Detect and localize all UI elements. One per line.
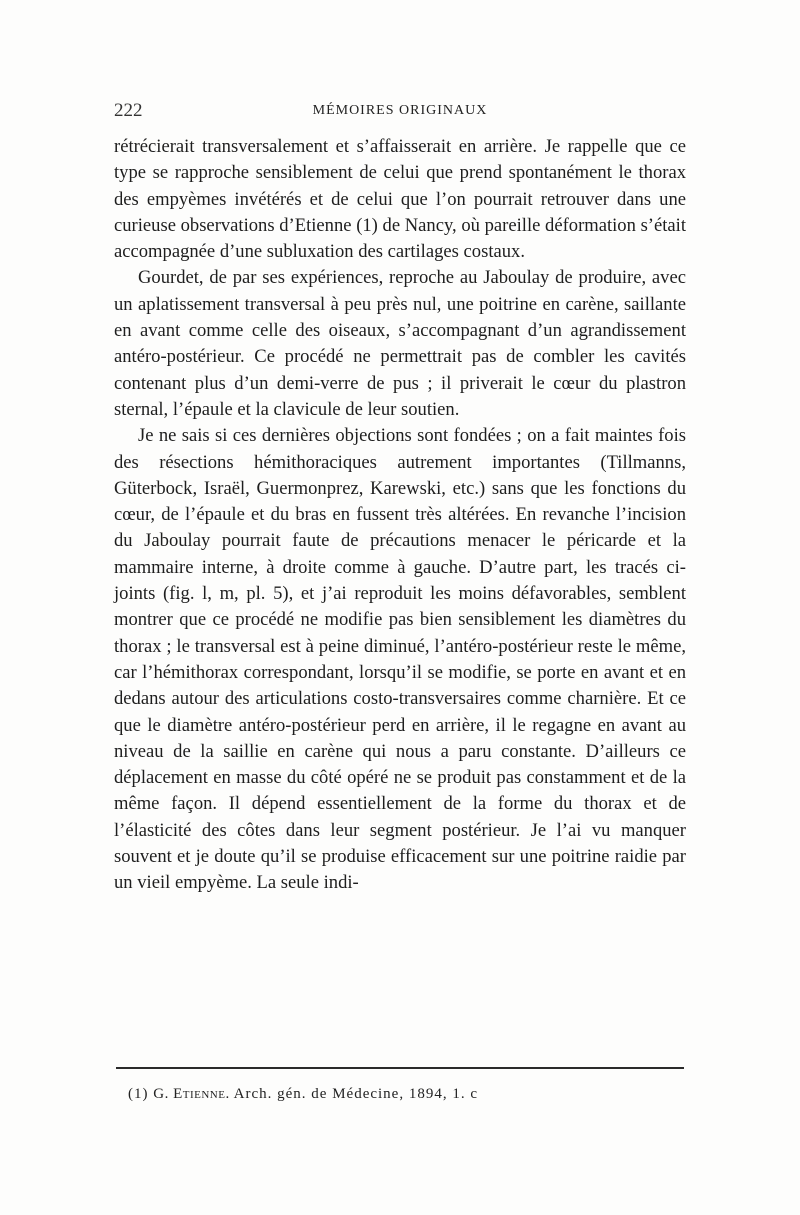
footnote-citation: Arch. gén. de Médecine, 1894, 1. c [233,1086,479,1102]
footnote [128,1086,668,1103]
footnote-author: G. Etienne. [153,1086,230,1102]
footnote-marker: (1) [128,1086,149,1102]
paragraph-3: Je ne sais si ces dernières objections sont fondées ; on a fait maintes fois des résections hémithoraciques autrement importantes (Tillmanns, Güterbock, Israël, Guermonprez, Karewski, etc.) sans que les fonctions du cœur, de l’épaule et du bras en fussent très altérées. En revanche l’incision du Jaboulay pourrait faute de précautions menacer le péricarde et la mammaire interne, à droite comme à gauche. D’autre part, les tracés ci-joints (fig. l, m, pl. 5), et j’ai reproduit les moins défavorables, semblent montrer que ce procédé ne modifie pas bien sensiblement les diamètres du thorax ; le transversal est à peine diminué, l’antéro-postérieur reste le même, car l’hémithorax correspondant, lorsqu’il se modifie, se porte en avant et en dedans autour des articulations costo-transversaires comme charnière. Et ce que le diamètre antéro-postérieur perd en arrière, il le regagne en avant au niveau de la saillie en carène qui nous a paru constante. D’ailleurs ce déplacement en masse du côté opéré ne se produit pas constamment et de la même façon. Il dépend essentiellement de la forme du thorax et de l’élasticité des côtes dans leur segment postérieur. Je l’ai vu manquer souvent et je doute qu’il se produise efficacement sur une poitrine raidie par un vieil empyème. La seule indi- [114,425,686,894]
page-number: 222 [114,100,143,121]
page-header [114,100,686,126]
footnote-divider [116,1067,684,1069]
paragraph-2: Gourdet, de par ses expériences, reproche au Jaboulay de produire, avec un aplatissement transversal à peu près nul, une poitrine en carène, saillante en avant comme celle des oiseaux, s’accompagnant d’un agrandissement antéro-postérieur. Ce procédé ne permettrait pas de combler les cavités contenant plus d’un demi-verre de pus ; il priverait le cœur du plastron sternal, l’épaule et la clavicule de leur soutien. [114,267,686,420]
paragraph-1: rétrécierait transversalement et s’affaisserait en arrière. Je rappelle que ce type se rapproche sensiblement de celui que prend spontanément le thorax des empyèmes invétérés et de celui que l’on pourrait retrouver dans une curieuse observations d’Etienne (1) de Nancy, où pareille déformation s’était accompagnée d’une subluxation des cartilages costaux. [114,136,686,263]
body-text [114,134,686,897]
running-head: MÉMOIRES ORIGINAUX [312,103,488,118]
